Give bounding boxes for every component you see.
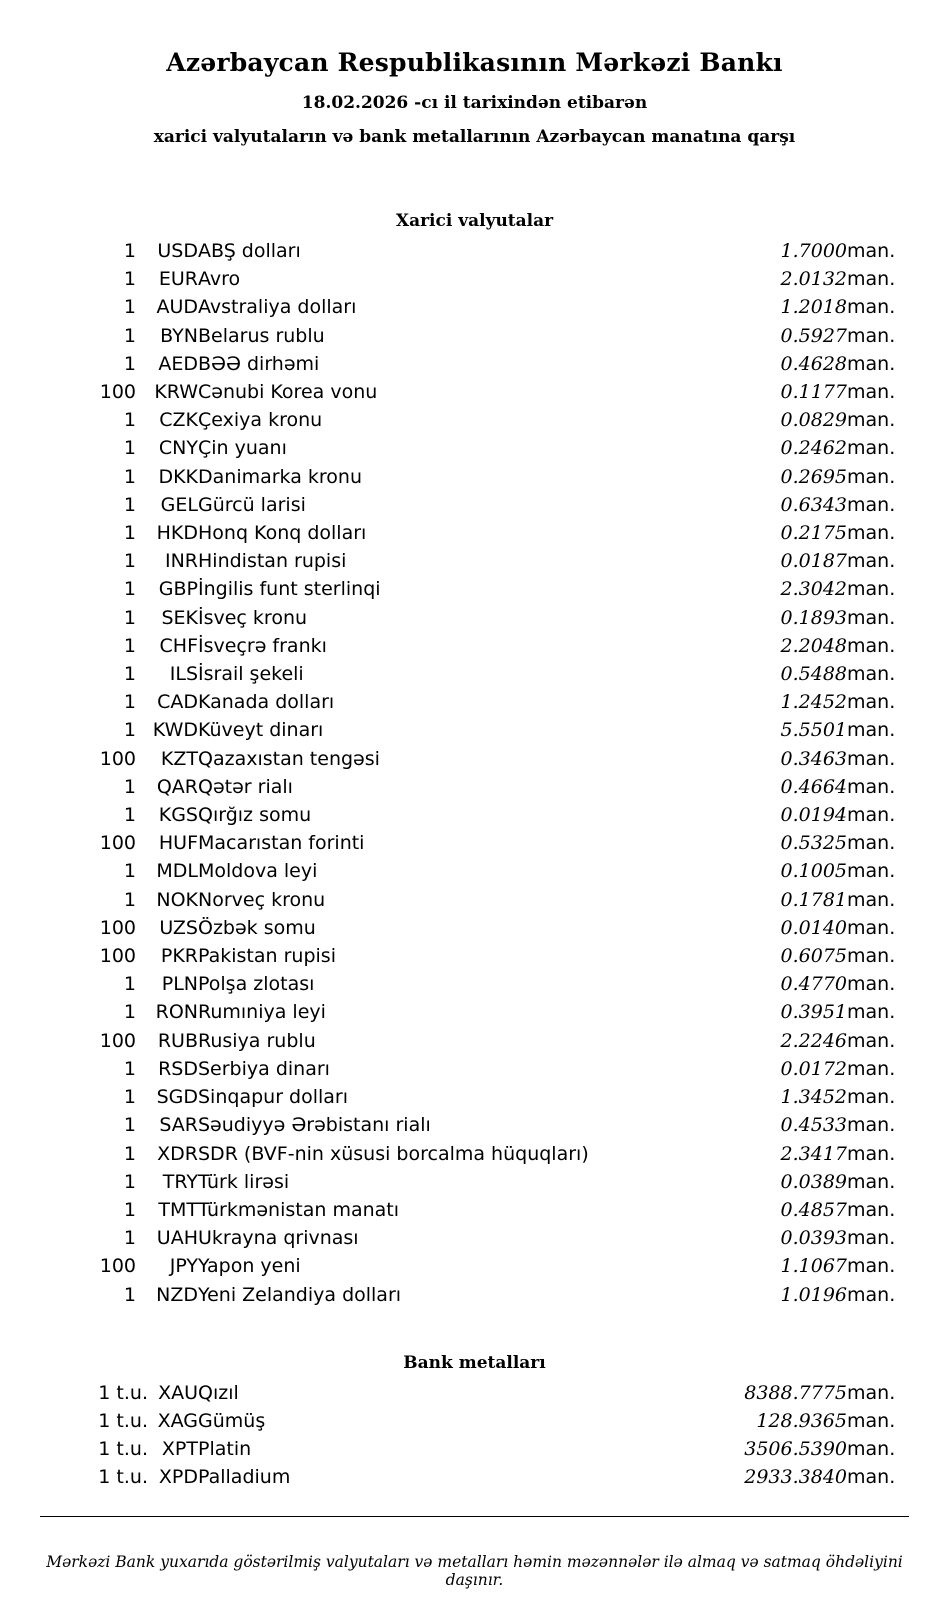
rate-currency-name: Palladium <box>198 1466 291 1489</box>
rate-value: 1.2018 <box>780 296 847 319</box>
rate-currency-name: Çin yuanı <box>198 437 287 460</box>
rate-currency-code: XAG <box>157 1409 198 1432</box>
rate-unit: man. <box>847 352 896 375</box>
rate-amount: 1 <box>123 606 136 629</box>
rate-value: 0.4857 <box>780 1198 847 1221</box>
rate-currency-name: İngilis funt sterlinqi <box>198 578 381 601</box>
rate-unit: man. <box>847 1198 896 1221</box>
table-row <box>40 265 909 293</box>
rate-amount: 1 <box>123 1170 136 1193</box>
rate-unit: man. <box>847 240 896 262</box>
rate-amount: 1 <box>123 352 136 375</box>
rate-currency-name: Səudiyyə Ərəbistanı rialı <box>198 1114 431 1137</box>
rate-unit: man. <box>847 860 896 883</box>
table-row <box>40 463 909 491</box>
rate-currency-code: XPT <box>161 1438 198 1461</box>
rate-unit: man. <box>847 578 896 601</box>
rate-value: 2.3042 <box>780 578 847 601</box>
rate-unit: man. <box>847 296 896 319</box>
rate-value: 1.3452 <box>780 1086 847 1109</box>
rate-currency-code: NOK <box>156 888 198 911</box>
rate-amount: 1 <box>123 719 136 742</box>
footer-divider <box>40 1516 909 1517</box>
page-title: Azərbaycan Respublikasının Mərkəzi Bankı <box>166 48 783 77</box>
rate-amount: 1 <box>123 775 136 798</box>
rate-currency-code: XPD <box>158 1466 198 1489</box>
rate-amount: 1 <box>123 663 136 686</box>
rate-amount: 1 <box>123 465 136 488</box>
currency-rates-table <box>40 237 909 1309</box>
rate-currency-code: HUF <box>158 832 198 855</box>
table-row <box>40 1111 909 1139</box>
rate-value: 0.0194 <box>780 804 847 827</box>
rate-currency-code: SAR <box>159 1114 198 1137</box>
rate-currency-code: USD <box>157 240 198 262</box>
rate-amount: 1 <box>123 268 136 291</box>
section-title-currencies: Xarici valyutalar <box>395 211 554 231</box>
footnote-text: Mərkəzi Bank yuxarıda göstərilmiş valyutaları və metalları həmin məzənnələr ilə almaq və satmaq öhdəliyini daşınır. <box>46 1552 903 1589</box>
table-row <box>40 1379 909 1407</box>
rate-currency-code: CNY <box>158 437 198 460</box>
rate-currency-code: CZK <box>159 409 198 432</box>
rate-currency-code: KGS <box>158 804 198 827</box>
table-row <box>40 293 909 321</box>
rate-amount: 1 <box>123 973 136 996</box>
rate-amount: 100 <box>99 832 136 855</box>
rate-amount: 1 <box>123 888 136 911</box>
rate-currency-name: BƏƏ dirhəmi <box>198 352 320 375</box>
rate-amount: 100 <box>99 916 136 939</box>
rate-value: 0.3463 <box>780 747 847 770</box>
rate-value: 0.0829 <box>780 409 847 432</box>
table-row <box>40 322 909 350</box>
rate-value: 0.5488 <box>780 663 847 686</box>
rate-currency-name: Qırğız somu <box>198 804 312 827</box>
rate-currency-code: GEL <box>160 493 198 516</box>
rate-value: 0.3951 <box>780 1001 847 1024</box>
rate-currency-code: GBP <box>158 578 198 601</box>
rate-value: 0.5325 <box>780 832 847 855</box>
rate-unit: man. <box>847 1381 896 1404</box>
rate-currency-name: Macarıstan forinti <box>198 832 365 855</box>
rate-currency-name: Gürcü larisi <box>198 493 306 516</box>
rate-unit: man. <box>847 465 896 488</box>
rate-value: 0.0393 <box>780 1227 847 1250</box>
rate-amount: 1 <box>123 804 136 827</box>
rate-unit: man. <box>847 747 896 770</box>
metal-rates-table <box>40 1379 909 1492</box>
rate-amount: 100 <box>99 945 136 968</box>
rate-value: 0.1005 <box>780 860 847 883</box>
rate-amount: 1 <box>123 860 136 883</box>
rate-currency-name: İsveçrə frankı <box>198 634 327 657</box>
rate-amount: 100 <box>99 381 136 404</box>
table-row <box>40 1083 909 1111</box>
table-row <box>40 1168 909 1196</box>
rate-currency-name: Polşa zlotası <box>198 973 315 996</box>
rate-currency-code: HKD <box>156 522 198 545</box>
rate-currency-code: KRW <box>154 381 198 404</box>
rate-currency-name: Gümüş <box>198 1409 266 1432</box>
rate-currency-name: Rusiya rublu <box>198 1029 316 1052</box>
rate-currency-code: XDR <box>157 1142 198 1165</box>
rate-unit: man. <box>847 1170 896 1193</box>
rate-currency-name: İsveç kronu <box>198 606 308 629</box>
rate-unit: man. <box>847 1057 896 1080</box>
rate-unit: man. <box>847 691 896 714</box>
rate-currency-code: AED <box>158 352 198 375</box>
rate-currency-code: BYN <box>160 324 198 347</box>
rate-currency-code: KZT <box>160 747 198 770</box>
rate-currency-code: RSD <box>158 1057 198 1080</box>
table-row <box>40 942 909 970</box>
rate-value: 2.2246 <box>780 1029 847 1052</box>
section-title-metals: Bank metalları <box>403 1352 546 1373</box>
rate-currency-name: Moldova leyi <box>198 860 318 883</box>
rate-value: 0.6075 <box>780 945 847 968</box>
rate-unit: man. <box>847 973 896 996</box>
table-row <box>40 745 909 773</box>
rate-currency-name: Serbiya dinarı <box>198 1057 330 1080</box>
rate-currency-code: CAD <box>157 691 198 714</box>
rate-currency-code: RUB <box>157 1029 198 1052</box>
rate-amount: 1 <box>123 1227 136 1250</box>
rate-currency-name: Küveyt dinarı <box>198 719 324 742</box>
rate-amount: 1 <box>123 522 136 545</box>
rate-currency-name: SDR (BVF-nin xüsusi borcalma hüquqları) <box>198 1142 589 1165</box>
rate-value: 0.1177 <box>780 381 847 404</box>
rate-amount: 1 <box>123 240 136 262</box>
rate-unit: man. <box>847 1283 896 1306</box>
rate-amount: 1 <box>123 1114 136 1137</box>
rate-value: 8388.7775 <box>744 1381 847 1404</box>
rate-unit: man. <box>847 1142 896 1165</box>
rate-currency-code: MDL <box>156 860 198 883</box>
rate-currency-code: UAH <box>156 1227 198 1250</box>
rate-currency-code: JPY <box>169 1255 198 1278</box>
rate-amount: 1 <box>123 691 136 714</box>
rate-value: 2.0132 <box>780 268 847 291</box>
rate-value: 0.2175 <box>780 522 847 545</box>
rate-currency-code: AUD <box>156 296 198 319</box>
rate-amount: 1 <box>123 1283 136 1306</box>
rate-value: 1.0196 <box>780 1283 847 1306</box>
rate-currency-code: QAR <box>156 775 198 798</box>
rate-amount: 1 <box>123 296 136 319</box>
rate-currency-name: Çexiya kronu <box>198 409 323 432</box>
rate-unit: man. <box>847 804 896 827</box>
rate-currency-name: Qətər rialı <box>198 775 293 798</box>
rate-value: 0.5927 <box>780 324 847 347</box>
rate-value: 0.0389 <box>780 1170 847 1193</box>
rate-currency-code: SEK <box>161 606 198 629</box>
rate-currency-name: Norveç kronu <box>198 888 326 911</box>
rate-value: 1.1067 <box>780 1255 847 1278</box>
rate-currency-code: PLN <box>161 973 198 996</box>
effective-date-line: 18.02.2026 -cı il tarixindən etibarən <box>301 93 648 113</box>
rate-currency-name: Pakistan rupisi <box>198 945 336 968</box>
rate-amount: 1 <box>123 1198 136 1221</box>
rate-amount: 1 <box>123 1001 136 1024</box>
rate-amount: 1 t.u. <box>98 1466 148 1489</box>
table-row <box>40 378 909 406</box>
rate-value: 0.4533 <box>780 1114 847 1137</box>
rate-unit: man. <box>847 916 896 939</box>
rate-value: 0.2462 <box>780 437 847 460</box>
metal-rates-body <box>40 1379 909 1492</box>
rate-amount: 1 <box>123 634 136 657</box>
rate-currency-code: XAU <box>158 1381 198 1404</box>
rate-unit: man. <box>847 324 896 347</box>
rate-value: 0.6343 <box>780 493 847 516</box>
rate-unit: man. <box>847 381 896 404</box>
table-row <box>40 575 909 603</box>
rate-amount: 1 <box>123 578 136 601</box>
rate-value: 128.9365 <box>756 1409 847 1432</box>
table-row <box>40 434 909 462</box>
rate-currency-name: Kanada dolları <box>198 691 335 714</box>
rate-unit: man. <box>847 1438 896 1461</box>
rate-amount: 100 <box>99 747 136 770</box>
rate-currency-code: UZS <box>159 916 198 939</box>
rate-value: 2.3417 <box>780 1142 847 1165</box>
rate-unit: man. <box>847 550 896 573</box>
rate-value: 0.4628 <box>780 352 847 375</box>
rate-unit: man. <box>847 1029 896 1052</box>
table-row <box>40 632 909 660</box>
table-row <box>40 406 909 434</box>
rate-unit: man. <box>847 606 896 629</box>
rate-value: 0.4664 <box>780 775 847 798</box>
rate-currency-name: Türk lirəsi <box>198 1170 290 1193</box>
table-row <box>40 519 909 547</box>
rate-currency-code: CHF <box>159 634 198 657</box>
table-row <box>40 716 909 744</box>
rate-value: 0.4770 <box>780 973 847 996</box>
rate-currency-name: Avstraliya dolları <box>198 296 357 319</box>
rate-currency-name: Rumıniya leyi <box>198 1001 326 1024</box>
rate-unit: man. <box>847 832 896 855</box>
rate-currency-code: DKK <box>158 465 198 488</box>
table-row <box>40 660 909 688</box>
rate-currency-code: RON <box>155 1001 198 1024</box>
rate-amount: 1 <box>123 493 136 516</box>
table-row <box>40 1224 909 1252</box>
rate-amount: 1 t.u. <box>98 1438 148 1461</box>
table-row <box>40 801 909 829</box>
rate-value: 0.2695 <box>780 465 847 488</box>
table-row <box>40 857 909 885</box>
table-row <box>40 998 909 1026</box>
rate-currency-name: Özbək somu <box>198 916 316 939</box>
rate-value: 0.0140 <box>780 916 847 939</box>
rate-currency-code: TMT <box>158 1198 198 1221</box>
rate-unit: man. <box>847 775 896 798</box>
rate-currency-name: Danimarka kronu <box>198 465 363 488</box>
rate-currency-name: Yapon yeni <box>198 1255 301 1278</box>
rate-amount: 1 t.u. <box>98 1409 148 1432</box>
rate-unit: man. <box>847 1086 896 1109</box>
rate-unit: man. <box>847 888 896 911</box>
rate-currency-name: Yeni Zelandiya dolları <box>198 1283 402 1306</box>
rate-currency-code: ILS <box>169 663 198 686</box>
rate-value: 0.0187 <box>780 550 847 573</box>
table-row <box>40 688 909 716</box>
rate-currency-code: TRY <box>162 1170 198 1193</box>
table-row <box>40 1463 909 1491</box>
rate-value: 2933.3840 <box>744 1466 847 1489</box>
rate-unit: man. <box>847 437 896 460</box>
rate-amount: 1 <box>123 1142 136 1165</box>
rate-unit: man. <box>847 409 896 432</box>
rate-value: 0.0172 <box>780 1057 847 1080</box>
rate-currency-code: KWD <box>152 719 198 742</box>
table-row <box>40 1252 909 1280</box>
table-row <box>40 1407 909 1435</box>
rate-unit: man. <box>847 945 896 968</box>
rate-unit: man. <box>847 1466 896 1489</box>
rate-amount: 1 <box>123 1057 136 1080</box>
rate-currency-name: Sinqapur dolları <box>198 1086 349 1109</box>
rate-unit: man. <box>847 1114 896 1137</box>
table-row <box>40 1027 909 1055</box>
document-header <box>40 48 909 147</box>
rate-currency-name: Qazaxıstan tengəsi <box>198 747 380 770</box>
table-row <box>40 1281 909 1309</box>
table-row <box>40 604 909 632</box>
rate-currency-name: Platin <box>198 1438 252 1461</box>
rate-currency-name: Ukrayna qrivnası <box>198 1227 359 1250</box>
rate-unit: man. <box>847 493 896 516</box>
rate-value: 0.1781 <box>780 888 847 911</box>
table-row <box>40 829 909 857</box>
rate-amount: 1 <box>123 1086 136 1109</box>
rate-value: 3506.5390 <box>744 1438 847 1461</box>
rate-unit: man. <box>847 268 896 291</box>
rate-amount: 1 <box>123 324 136 347</box>
rate-value: 0.1893 <box>780 606 847 629</box>
rate-unit: man. <box>847 634 896 657</box>
table-row <box>40 237 909 265</box>
rate-amount: 100 <box>99 1255 136 1278</box>
document-subtitle: xarici valyutaların və bank metallarının Azərbaycan manatına qarşı <box>153 127 796 147</box>
rate-currency-name: Hindistan rupisi <box>198 550 347 573</box>
rate-amount: 1 <box>123 437 136 460</box>
rate-unit: man. <box>847 663 896 686</box>
rate-amount: 1 <box>123 550 136 573</box>
table-row <box>40 886 909 914</box>
table-row <box>40 773 909 801</box>
rate-currency-name: Türkmənistan manatı <box>198 1198 400 1221</box>
rate-amount: 1 t.u. <box>98 1381 148 1404</box>
table-row <box>40 1435 909 1463</box>
rate-currency-name: ABŞ dolları <box>198 240 301 262</box>
table-row <box>40 350 909 378</box>
rate-unit: man. <box>847 1001 896 1024</box>
rate-amount: 1 <box>123 409 136 432</box>
rate-unit: man. <box>847 1409 896 1432</box>
table-row <box>40 914 909 942</box>
rate-currency-name: İsrail şekeli <box>198 663 304 686</box>
currency-rates-body <box>40 237 909 1309</box>
rate-currency-code: INR <box>164 550 198 573</box>
rate-currency-name: Avro <box>198 268 241 291</box>
rate-currency-name: Belarus rublu <box>198 324 325 347</box>
table-row <box>40 547 909 575</box>
rate-unit: man. <box>847 1227 896 1250</box>
table-row <box>40 1140 909 1168</box>
rate-value: 2.2048 <box>780 634 847 657</box>
rate-amount: 100 <box>99 1029 136 1052</box>
rate-currency-name: Qızıl <box>198 1381 239 1404</box>
rate-currency-name: Cənubi Korea vonu <box>198 381 378 404</box>
rate-unit: man. <box>847 522 896 545</box>
rate-currency-name: Honq Konq dolları <box>198 522 367 545</box>
table-row <box>40 491 909 519</box>
table-row <box>40 1196 909 1224</box>
rate-value: 5.5501 <box>780 719 847 742</box>
table-row <box>40 970 909 998</box>
table-row <box>40 1055 909 1083</box>
rate-unit: man. <box>847 1255 896 1278</box>
rate-currency-code: SGD <box>156 1086 198 1109</box>
rate-value: 1.7000 <box>780 240 847 262</box>
rate-currency-code: NZD <box>156 1283 198 1306</box>
rate-currency-code: EUR <box>158 268 198 291</box>
rate-value: 1.2452 <box>780 691 847 714</box>
rate-unit: man. <box>847 719 896 742</box>
rate-currency-code: PKR <box>160 945 198 968</box>
